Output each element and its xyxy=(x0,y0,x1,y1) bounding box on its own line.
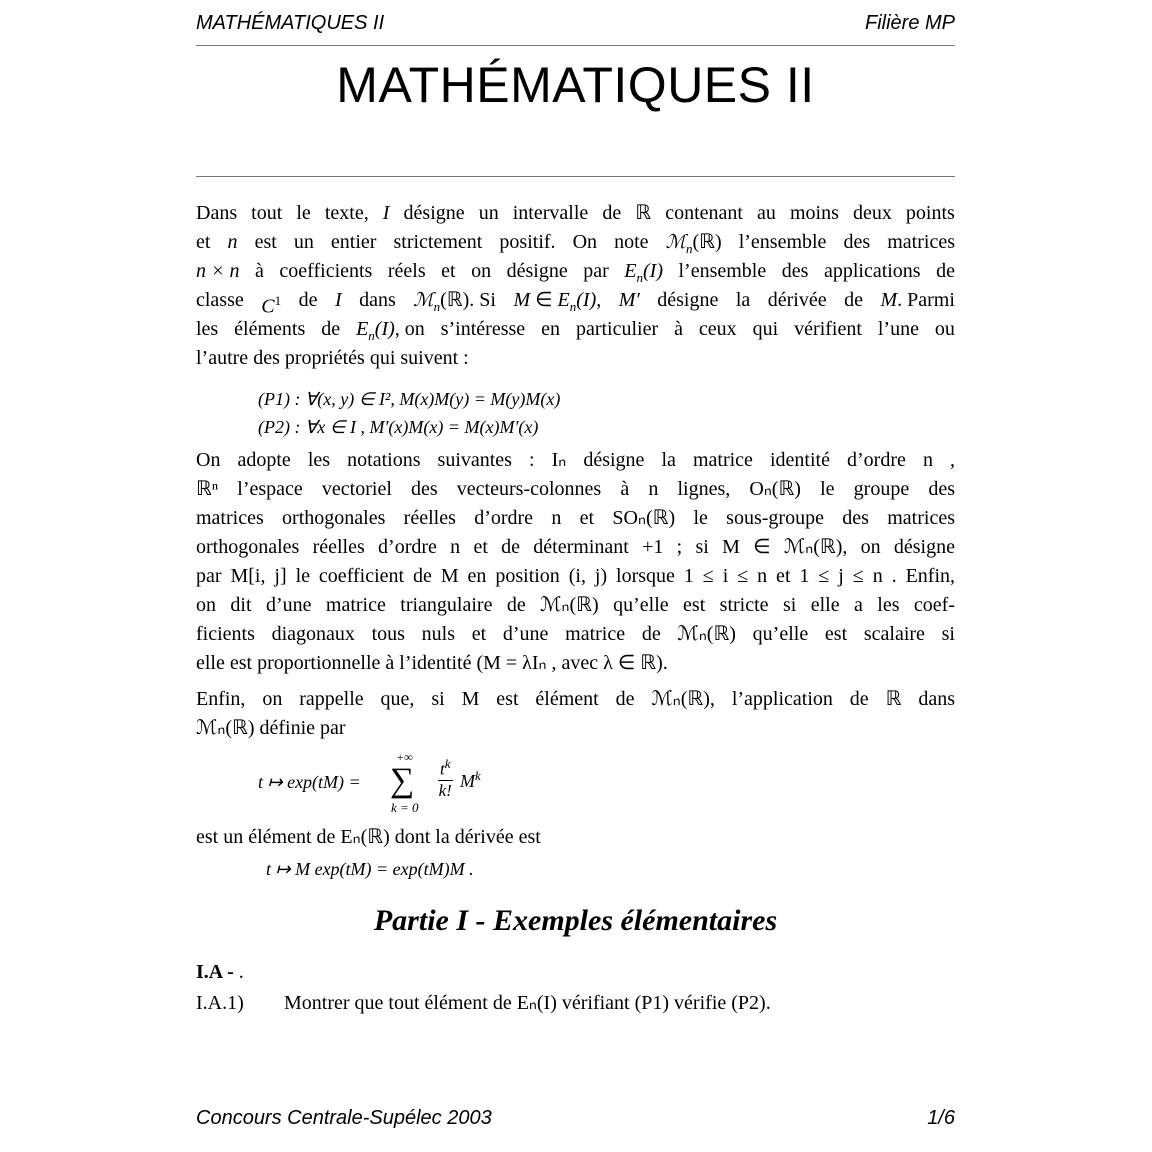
intro-line-3: n × n à coefficients réels et on désigne par $E_n(I)$ l’ensemble des applications de xyxy=(196,260,955,285)
title-rule xyxy=(196,176,955,177)
page-number: 1/6 xyxy=(927,1107,955,1129)
subsection-ia-label: I.A - xyxy=(196,961,234,983)
series-fraction: $\frac{t^k}{k!}$ xyxy=(438,756,452,800)
notations-line-2: ℝⁿ l’espace vectoriel des vecteurs-colonnes à n lignes, Oₙ(ℝ) le groupe des xyxy=(196,478,955,500)
question-ia1 xyxy=(196,989,955,1018)
sum-lower-bound: k = 0 xyxy=(391,800,419,815)
notations-line-1: On adopte les notations suivantes : Iₙ désigne la matrice identité d’ordre n , xyxy=(196,449,955,471)
sum-symbol: ∑ xyxy=(390,762,415,799)
subsection-ia: I.A - . xyxy=(196,961,244,983)
footer-left: Concours Centrale-Supélec 2003 xyxy=(196,1107,492,1129)
intro-paragraph xyxy=(196,199,955,373)
running-footer xyxy=(196,1107,955,1131)
exam-page xyxy=(196,0,955,1152)
question-ia1-text: Montrer que tout élément de Eₙ(I) vérifiant (P1) vérifie (P2). xyxy=(284,992,771,1014)
intro-line-4: classe $C^1$ de I dans ℳ$_n$(ℝ). Si M ∈ $E_n(I)$, M′ désigne la dérivée de M. Parmi xyxy=(196,289,955,318)
exp-series-formula: t ↦ exp(tM) = +∞ ∑ k = 0 $\frac{t^k}{k!}$ $M^k$ xyxy=(258,750,481,815)
section-title: Partie I - Exemples élémentaires xyxy=(373,904,778,937)
notations-paragraph xyxy=(196,446,955,678)
running-header xyxy=(196,12,955,36)
notations-line-5: par M[i, j] le coefficient de M en position (i, j) lorsque 1 ≤ i ≤ n et 1 ≤ j ≤ n . Enfin, xyxy=(196,565,955,587)
question-ia1-label: I.A.1) xyxy=(196,992,244,1014)
properties-block xyxy=(258,385,560,441)
intro-line-2: et n est un entier strictement positif. On note ℳ$_n$(ℝ) l’ensemble des matrices xyxy=(196,231,955,256)
derivative-formula: t ↦ M exp(tM) = exp(tM)M . xyxy=(266,859,474,879)
rappel-paragraph xyxy=(196,685,955,743)
rappel-line-2: ℳₙ(ℝ) définie par xyxy=(196,717,346,739)
notations-line-4: orthogonales réelles d’ordre n et de déterminant +1 ; si M ∈ ℳₙ(ℝ), on désigne xyxy=(196,536,955,558)
notations-line-8: elle est proportionnelle à l’identité (M = λIₙ , avec λ ∈ ℝ). xyxy=(196,652,668,674)
header-left: MATHÉMATIQUES II xyxy=(196,12,385,34)
rappel-line-1: Enfin, on rappelle que, si M est élément de ℳₙ(ℝ), l’application de ℝ dans xyxy=(196,688,955,710)
intro-line-5: les éléments de $E_n(I)$, on s’intéresse en particulier à ceux qui vérifient l’une ou xyxy=(196,318,955,343)
page-title: MATHÉMATIQUES II xyxy=(336,57,815,113)
rappel-line-3-block xyxy=(196,823,955,852)
intro-line-1: Dans tout le texte, I désigne un intervalle de ℝ contenant au moins deux points xyxy=(196,202,955,224)
property-p1: (P1) : ∀(x, y) ∈ I², M(x)M(y) = M(y)M(x) xyxy=(258,389,561,409)
notations-line-6: on dit d’une matrice triangulaire de ℳₙ(ℝ) qu’elle est stricte si elle a les coef- xyxy=(196,594,955,616)
header-rule xyxy=(196,45,955,46)
header-right: Filière MP xyxy=(864,12,955,34)
property-p2: (P2) : ∀x ∈ I , M′(x)M(x) = M(x)M′(x) xyxy=(258,417,539,437)
intro-line-6: l’autre des propriétés qui suivent : xyxy=(196,347,469,369)
sum-upper-bound: +∞ xyxy=(396,750,413,764)
rappel-line-3: est un élément de Eₙ(ℝ) dont la dérivée est xyxy=(196,826,541,848)
notations-line-3: matrices orthogonales réelles d’ordre n et SOₙ(ℝ) le sous-groupe des matrices xyxy=(196,507,955,529)
notations-line-7: ficients diagonaux tous nuls et d’une matrice de ℳₙ(ℝ) qu’elle est scalaire si xyxy=(196,623,955,645)
